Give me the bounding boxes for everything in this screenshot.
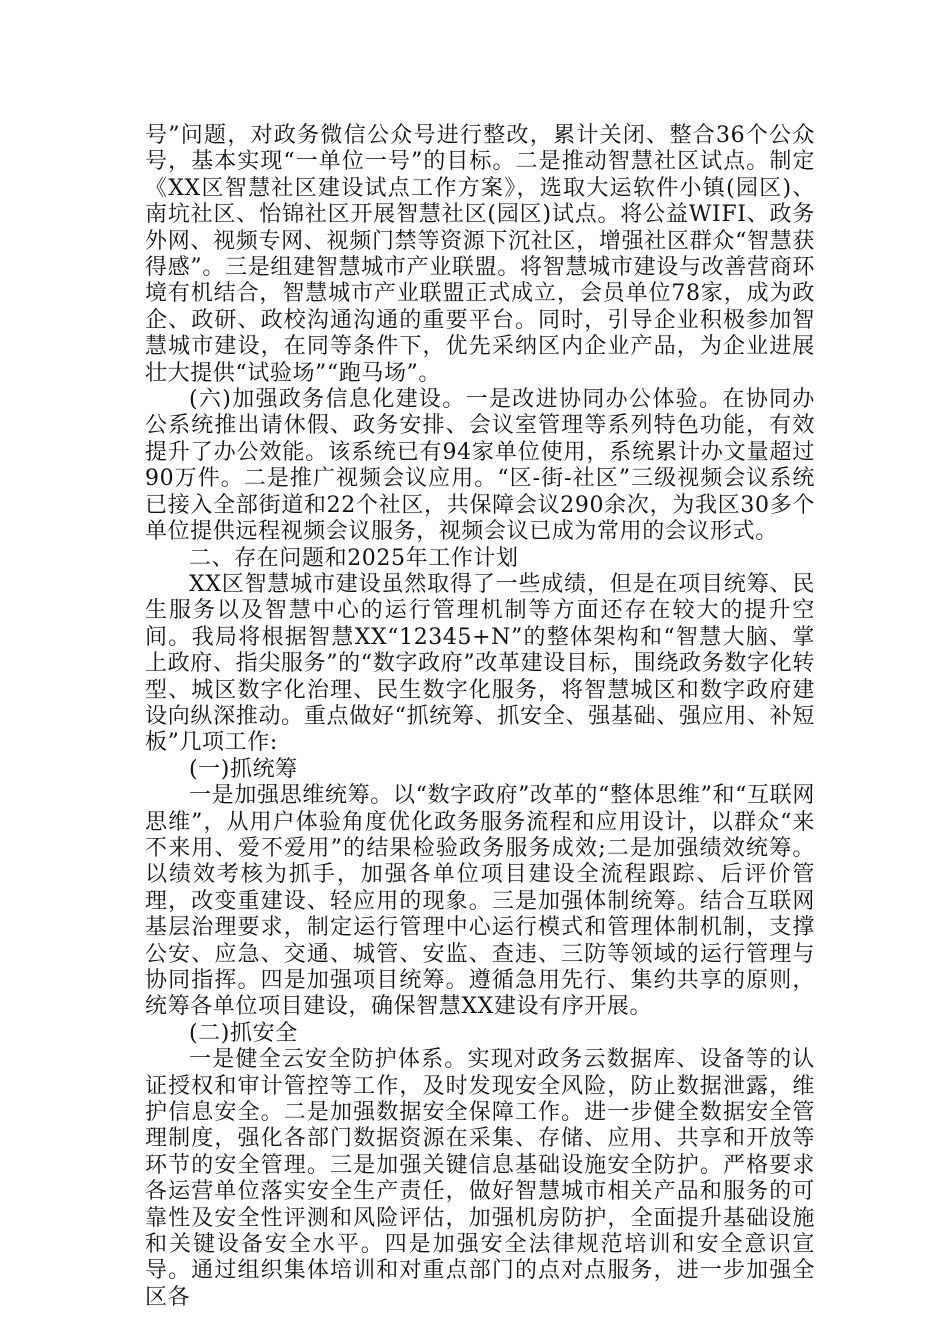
paragraph-security: 一是健全云安全防护体系。实现对政务云数据库、设备等的认证授权和审计管控等工作，及时发现安全风险，防止数据泄露，维护信息安全。二是加强数据安全保障工作。进一步健全数据安全管理制度，强化各部门数据资源在采集、存储、应用、共享和开放等环节的安全管理。三是加强关键信息基础设施安全防护。严格要求各运营单位落实安全生产责任，做好智慧城市相关产品和服务的可靠性及安全性评测和风险评估，加强机房防护，全面提升基础设施和关键设备安全水平。四是加强安全法律规范培训和安全意识宣导。通过组织集体培训和对重点部门的点对点服务，进一步加强全区各 <box>145 1047 815 1310</box>
section-heading-two: 二、存在问题和2025年工作计划 <box>189 545 519 571</box>
paragraph-continued: 号”问题，对政务微信公众号进行整改，累计关闭、整合36个公众号，基本实现“一单位一号”的目标。二是推动智慧社区试点。制定《XX区智慧社区建设试点工作方案》，选取大运软件小镇(园区)、南坑社区、怡锦社区开展智慧社区(园区)试点。将公益WIFI、政务外网、视频专网、视频门禁等资源下沉社区，增强社区群众“智慧获得感”。三是组建智慧城市产业联盟。将智慧城市建设与改善营商环境有机结合，智慧城市产业联盟正式成立，会员单位78家，成为政企、政研、政校沟通沟通的重要平台。同时，引导企业积极参加智慧城市建设，在同等条件下，优先采纳区内企业产品，为企业进展壮大提供“试验场”“跑马场”。 <box>145 123 815 386</box>
paragraph-section-six: (六)加强政务信息化建设。一是改进协同办公体验。在协同办公系统推出请休假、政务安排、会议室管理等系列特色功能，有效提升了办公效能。该系统已有94家单位使用，系统累计办文量超过90万件。二是推广视频会议应用。“区-街-社区”三级视频会议系统已接入全部街道和22个社区，共保障会议290余次，为我区30多个单位提供远程视频会议服务，视频会议已成为常用的会议形式。 <box>145 387 815 545</box>
subheading-coordination: (一)抓统筹 <box>189 756 298 782</box>
subheading-security: (二)抓安全 <box>189 1020 298 1046</box>
paragraph-coordination: 一是加强思维统筹。以“数字政府”改革的“整体思维”和“互联网思维”，从用户体验角度优化政务服务流程和应用设计，以群众“来不来用、爱不爱用”的结果检验政务服务成效;二是加强绩效统筹。以绩效考核为抓手，加强各单位项目建设全流程跟踪、后评价管理，改变重建设、轻应用的现象。三是加强体制统筹。结合互联网基层治理要求，制定运行管理中心运行模式和管理体制机制，支撑公安、应急、交通、城管、安监、查违、三防等领域的运行管理与协同指挥。四是加强项目统筹。遵循急用先行、集约共享的原则，统筹各单位项目建设，确保智慧XX建设有序开展。 <box>145 783 815 1020</box>
paragraph-overview: XX区智慧城市建设虽然取得了一些成绩，但是在项目统筹、民生服务以及智慧中心的运行管理机制等方面还存在较大的提升空间。我局将根据智慧XX“12345+N”的整体架构和“智慧大脑、掌上政府、指尖服务”的“数字政府”改革建设目标，围绕政务数字化转型、城区数字化治理、民生数字化服务，将智慧城区和数字政府建设向纵深推动。重点做好“抓统筹、抓安全、强基础、强应用、补短板”几项工作: <box>145 571 815 756</box>
document-body <box>145 123 815 1311</box>
